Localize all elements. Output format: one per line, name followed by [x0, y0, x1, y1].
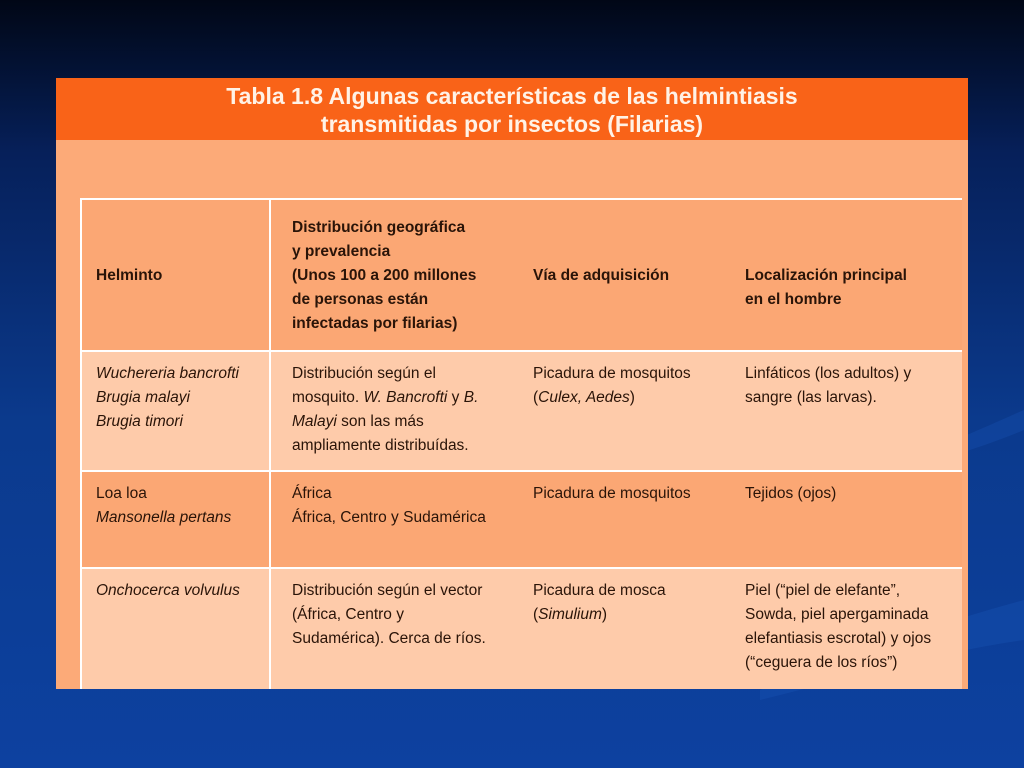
cell-helminto: Onchocerca volvulus: [96, 582, 240, 599]
cell-helminto: Wuchereria bancrofti Brugia malayi Brugia timori: [96, 365, 240, 430]
cell-localizacion: Tejidos (ojos): [745, 485, 837, 502]
header-via: Vía de adquisición: [533, 267, 670, 284]
slide-panel: [56, 78, 968, 689]
header-helminto: Helminto: [96, 267, 163, 284]
table-row: [82, 352, 962, 470]
cell-via: Picadura de mosca (Simulium): [533, 582, 666, 623]
cell-localizacion: Linfáticos (los adultos) y sangre (las larvas).: [745, 365, 912, 406]
cell-localizacion: Piel (“piel de elefante”, Sowda, piel apergaminada elefantiasis escrotal) y ojos (“ceguera de los ríos”): [745, 582, 932, 671]
table-row: [82, 569, 962, 689]
header-localizacion: Localización principal en el hombre: [745, 267, 907, 308]
cell-distribucion: África África, Centro y Sudamérica: [292, 485, 486, 526]
cell-distribucion: Distribución según el mosquito. W. Bancrofti y B. Malayi son las más ampliamente distribuídas.: [292, 365, 479, 454]
cell-via: Picadura de mosquitos (Culex, Aedes): [533, 365, 691, 406]
filarias-table: [80, 198, 962, 689]
header-distribucion: Distribución geográfica y prevalencia (Unos 100 a 200 millones de personas están infectadas por filarias): [292, 219, 477, 332]
column-divider: [269, 200, 271, 689]
cell-helminto: Loa loa Mansonella pertans: [96, 485, 232, 526]
table-row: [82, 472, 962, 567]
cell-distribucion: Distribución según el vector (África, Centro y Sudamérica). Cerca de ríos.: [292, 582, 486, 647]
title-bar: [56, 78, 968, 140]
cell-via: Picadura de mosquitos: [533, 485, 691, 502]
table-header-row: [82, 200, 962, 350]
slide-title: Tabla 1.8 Algunas características de las helmintiasis transmitidas por insectos (Filarias): [226, 83, 798, 137]
